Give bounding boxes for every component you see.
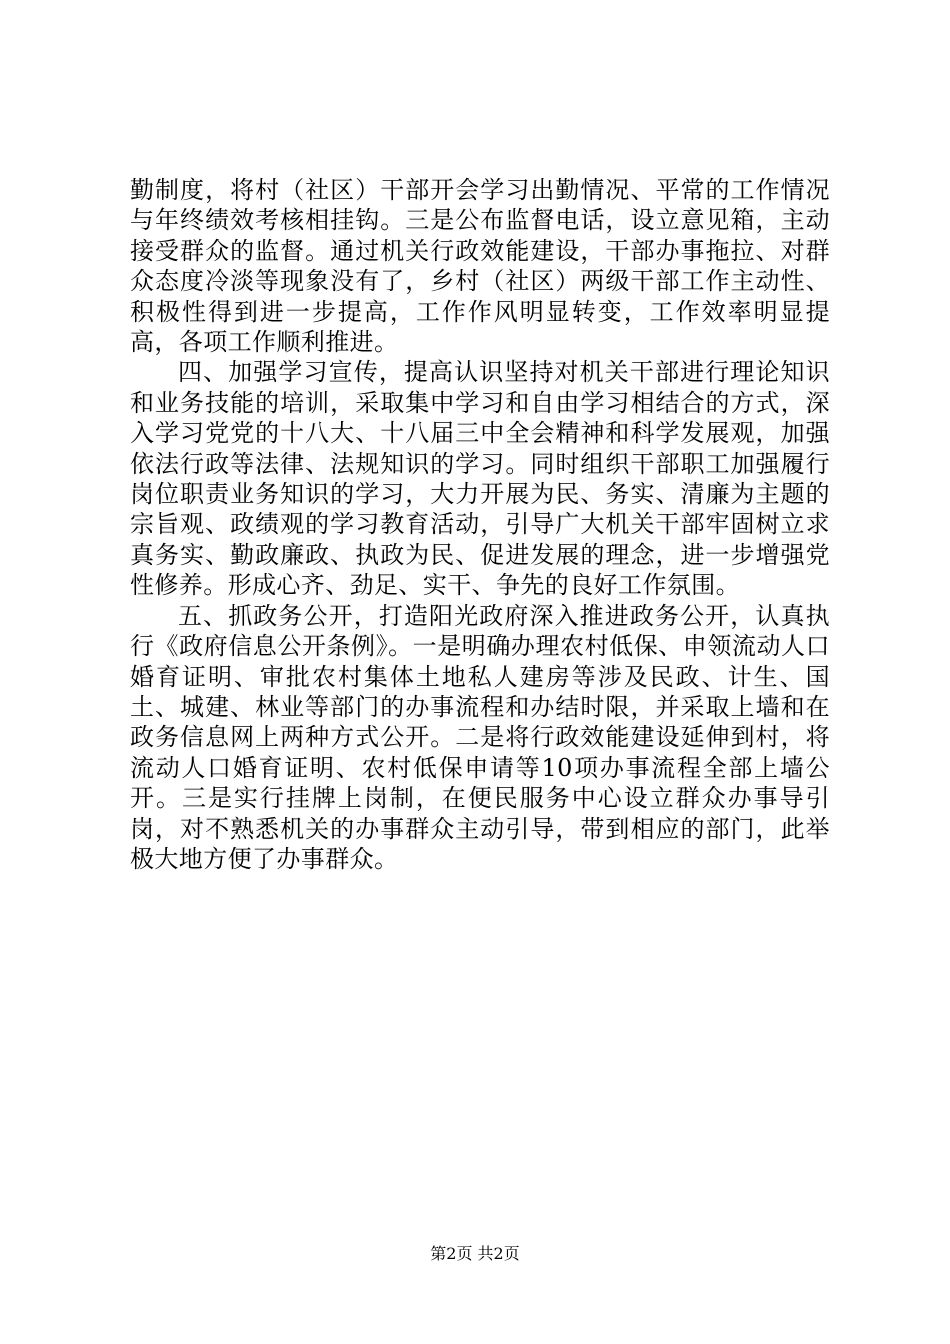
paragraph-section-five: 五、抓政务公开，打造阳光政府深入推进政务公开，认真执行《政府信息公开条例》。一是明确办理农村低保、申领流动人口婚育证明、审批农村集体土地私人建房等涉及民政、计生、国土、城建、林业等部门的办事流程和办结时限，并采取上墙和在政务信息网上两种方式公开。二是将行政效能建设延伸到村，将流动人口婚育证明、农村低保申请等10项办事流程全部上墙公开。三是实行挂牌上岗制，在便民服务中心设立群众办事导引岗，对不熟悉机关的办事群众主动引导，带到相应的部门，此举极大地方便了办事群众。 [130,601,830,873]
paragraph-section-four: 四、加强学习宣传，提高认识坚持对机关干部进行理论知识和业务技能的培训，采取集中学习和自由学习相结合的方式，深入学习党党的十八大、十八届三中全会精神和科学发展观，加强依法行政等法律、法规知识的学习。同时组织干部职工加强履行岗位职责业务知识的学习，大力开展为民、务实、清廉为主题的宗旨观、政绩观的学习教育活动，引导广大机关干部牢固树立求真务实、勤政廉政、执政为民、促进发展的理念，进一步增强党性修养。形成心齐、劲足、实干、争先的良好工作氛围。 [130,358,830,600]
page-footer [0,1244,950,1264]
page-number-label: 第2页 共2页 [430,1244,520,1263]
document-body [130,175,830,874]
paragraph-continuation: 勤制度，将村（社区）干部开会学习出勤情况、平常的工作情况与年终绩效考核相挂钩。三是公布监督电话，设立意见箱，主动接受群众的监督。通过机关行政效能建设，干部办事拖拉、对群众态度冷淡等现象没有了，乡村（社区）两级干部工作主动性、积极性得到进一步提高，工作作风明显转变，工作效率明显提高，各项工作顺利推进。 [130,176,830,357]
